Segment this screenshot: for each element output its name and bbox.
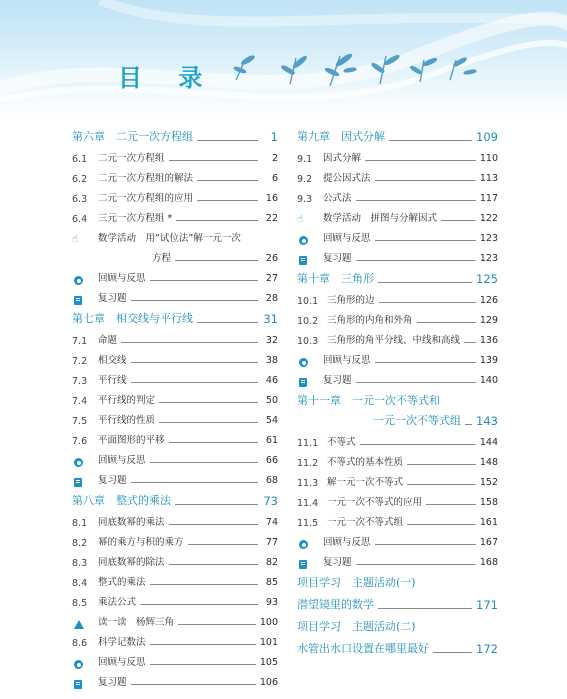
entry-title: 公式法: [323, 193, 352, 204]
toc-entry[interactable]: [72, 629, 278, 649]
leader-line: [245, 240, 258, 241]
entry-title: 数学活动 用“试位法”解一元一次: [98, 233, 241, 244]
section-number: 6.4: [72, 214, 88, 225]
entry-title: 读一读 杨辉三角: [98, 617, 175, 628]
section-number: 8.1: [72, 518, 88, 529]
page-number: 123: [479, 253, 498, 264]
entry-title: 不等式的基本性质: [327, 457, 404, 468]
entry-title: 回顾与反思: [98, 657, 146, 668]
leader-line: [356, 381, 476, 383]
page-number: 148: [479, 457, 498, 468]
page-number: 77: [265, 537, 278, 548]
section-number: 6.2: [72, 174, 88, 185]
review-icon: [74, 276, 83, 285]
toc-entry[interactable]: [72, 589, 278, 609]
section-number: 6.1: [72, 154, 88, 165]
review-icon: [74, 660, 83, 669]
toc-entry[interactable]: [72, 165, 278, 185]
leader-line: [150, 279, 258, 281]
section-number: 10.1: [297, 296, 319, 307]
page-number: 105: [259, 657, 278, 668]
toc-entry[interactable]: [297, 489, 498, 509]
toc-entry[interactable]: [72, 265, 278, 285]
toc-entry[interactable]: [297, 145, 498, 165]
leader-line: [426, 503, 476, 505]
leader-line: [169, 441, 258, 443]
page-number: 101: [259, 637, 278, 648]
leader-line: [197, 199, 258, 201]
page-number: 168: [479, 557, 498, 568]
leader-line: [417, 321, 476, 323]
page-number: 38: [265, 355, 278, 366]
toc-entry[interactable]: [72, 649, 278, 669]
leader-line: [150, 461, 258, 463]
leader-line: [150, 583, 258, 585]
leader-line: [356, 563, 476, 565]
toc-entry[interactable]: [72, 569, 278, 589]
toc-entry[interactable]: [297, 185, 498, 205]
entry-title: 提公因式法: [323, 173, 371, 184]
page-number: [482, 408, 498, 409]
page-number: 171: [476, 598, 498, 612]
page-number: 126: [479, 295, 498, 306]
page-number: 129: [479, 315, 498, 326]
toc-entry[interactable]: [297, 205, 498, 225]
leader-line: [121, 341, 258, 343]
leader-line: [176, 219, 258, 221]
section-number: 8.5: [72, 598, 88, 609]
section-number: 8.3: [72, 558, 88, 569]
page-number: 54: [265, 415, 278, 426]
leader-line: [159, 401, 258, 403]
section-number: 7.1: [72, 336, 88, 347]
leader-line: [375, 361, 476, 363]
toc-project[interactable]: [297, 569, 498, 591]
entry-title: 方程: [152, 253, 172, 264]
page-number: 136: [479, 335, 498, 346]
leader-line: [441, 219, 476, 221]
toc-entry[interactable]: [72, 225, 278, 245]
leader-line: [407, 463, 476, 465]
toc-entry[interactable]: [297, 165, 498, 185]
section-number: 8.2: [72, 538, 88, 549]
page-number: 125: [476, 272, 498, 286]
leader-line: [131, 381, 258, 383]
page-number: 109: [476, 130, 498, 144]
toc-entry[interactable]: [297, 469, 498, 489]
section-number: 8.4: [72, 578, 88, 589]
toc-entry[interactable]: [297, 245, 498, 265]
leader-line: [197, 179, 258, 181]
page-number: [482, 590, 498, 591]
section-number: 7.6: [72, 436, 88, 447]
leader-line: [389, 139, 472, 141]
leader-line: [356, 259, 476, 261]
entry-title: 科学记数法: [98, 637, 146, 648]
toc-entry[interactable]: [72, 145, 278, 165]
toc-entry[interactable]: [72, 367, 278, 387]
toc-right-column: [297, 125, 498, 657]
entry-title: 复习题: [323, 375, 352, 386]
entry-title: 回顾与反思: [98, 455, 146, 466]
section-number: 11.4: [297, 498, 319, 509]
leader-line: [379, 301, 476, 303]
page-number: 152: [479, 477, 498, 488]
section-number: 11.1: [297, 438, 319, 449]
toc-entry[interactable]: [297, 367, 498, 387]
page-number: 82: [265, 557, 278, 568]
entry-title: 二元一次方程组的解法: [98, 173, 194, 184]
leader-line: [178, 623, 256, 625]
page-number: 27: [265, 273, 278, 284]
leader-line: [159, 421, 258, 423]
leader-line: [407, 483, 476, 485]
leader-line: [131, 361, 258, 363]
entry-title: 不等式: [327, 437, 356, 448]
entry-title: 第十章 三角形: [297, 272, 374, 285]
entry-title: 水管出水口设置在哪里最好: [297, 642, 429, 655]
entry-title: 复习题: [98, 293, 127, 304]
entry-title: 因式分解: [323, 153, 362, 164]
page-number: 6: [271, 173, 278, 184]
reading-icon: [74, 620, 84, 629]
leader-line: [420, 586, 478, 587]
entry-title: 同底数幂的乘法: [98, 517, 165, 528]
entry-title: 同底数幂的除法: [98, 557, 165, 568]
page-number: 122: [479, 213, 498, 224]
leader-line: [169, 563, 258, 565]
exercise-icon: [74, 680, 82, 689]
toc-entry[interactable]: [72, 285, 278, 305]
section-number: 11.5: [297, 518, 319, 529]
leader-line: [140, 603, 258, 605]
leader-line: [444, 404, 478, 405]
exercise-icon: [74, 296, 82, 305]
leader-line: [131, 683, 256, 685]
hand-icon: ☝: [297, 214, 304, 225]
page-number: 110: [479, 153, 498, 164]
page-number: 93: [265, 597, 278, 608]
entry-title: 复习题: [323, 253, 352, 264]
entry-title: 命题: [98, 335, 118, 346]
entry-title: 平面图形的平移: [98, 435, 165, 446]
page-number: 68: [265, 475, 278, 486]
entry-title: 复习题: [98, 677, 127, 688]
entry-title: 回顾与反思: [323, 537, 371, 548]
toc-entry[interactable]: [297, 327, 498, 347]
section-number: 8.6: [72, 638, 88, 649]
page-number: 26: [265, 253, 278, 264]
leader-line: [131, 299, 258, 301]
entry-title: 复习题: [323, 557, 352, 568]
page-number: 32: [265, 335, 278, 346]
section-number: 7.4: [72, 396, 88, 407]
page-number: 144: [479, 437, 498, 448]
toc-entry[interactable]: [72, 185, 278, 205]
leader-line: [365, 159, 476, 161]
page-number: [482, 634, 498, 635]
page-number: 16: [265, 193, 278, 204]
leader-line: [407, 523, 476, 525]
entry-title: 平行线: [98, 375, 127, 386]
section-number: 9.2: [297, 174, 313, 185]
exercise-icon: [74, 478, 82, 487]
toc-chapter[interactable]: [297, 389, 498, 409]
exercise-icon: [299, 560, 307, 569]
section-number: 9.1: [297, 154, 313, 165]
toc-entry[interactable]: [72, 387, 278, 407]
entry-title: 项目学习 主题活动(一): [297, 576, 416, 589]
page-number: 106: [259, 677, 278, 688]
entry-title: 一元一次不等式的应用: [327, 497, 423, 508]
section-number: 10.3: [297, 336, 319, 347]
entry-title: 平行线的判定: [98, 395, 156, 406]
toc-entry[interactable]: [297, 287, 498, 307]
entry-title: 回顾与反思: [98, 273, 146, 284]
exercise-icon: [299, 378, 307, 387]
toc-entry[interactable]: [297, 429, 498, 449]
toc-chapter[interactable]: [72, 489, 278, 509]
entry-title: 整式的乘法: [98, 577, 146, 588]
section-number: 7.2: [72, 356, 88, 367]
page-number: 50: [265, 395, 278, 406]
toc-entry[interactable]: [297, 509, 498, 529]
toc-entry[interactable]: [297, 529, 498, 549]
section-number: 7.3: [72, 376, 88, 387]
leader-line: [375, 179, 476, 181]
section-number: 9.3: [297, 194, 313, 205]
leader-line: [175, 503, 258, 505]
review-icon: [299, 236, 308, 245]
section-number: 11.3: [297, 478, 319, 489]
toc-chapter[interactable]: [72, 125, 278, 145]
page-number: 61: [265, 435, 278, 446]
page-number: 161: [479, 517, 498, 528]
review-icon: [299, 358, 308, 367]
page-number: 66: [265, 455, 278, 466]
toc-entry[interactable]: [72, 327, 278, 347]
toc-chapter[interactable]: [297, 409, 498, 429]
entry-title: 第八章 整式的乘法: [72, 494, 171, 507]
leader-line: [197, 139, 258, 141]
toc-entry[interactable]: [72, 407, 278, 427]
toc-entry[interactable]: [72, 467, 278, 487]
entry-title: 一元一次不等式组: [373, 414, 461, 427]
page-number: 73: [263, 494, 278, 508]
toc-entry[interactable]: [72, 447, 278, 467]
exercise-icon: [299, 256, 307, 265]
page-number: 1: [270, 130, 278, 144]
entry-title: 潜望镜里的数学: [297, 598, 374, 611]
page-number: 123: [479, 233, 498, 244]
entry-title: 回顾与反思: [323, 233, 371, 244]
toc-entry[interactable]: [72, 427, 278, 447]
entry-title: 三角形的边: [327, 295, 375, 306]
page-number: [262, 244, 278, 245]
leader-line: [150, 643, 256, 645]
toc-entry[interactable]: [72, 669, 278, 689]
leader-line: [175, 259, 258, 261]
toc-entry[interactable]: [72, 609, 278, 629]
page-number: 46: [265, 375, 278, 386]
entry-title: 第九章 因式分解: [297, 130, 385, 143]
section-number: 7.5: [72, 416, 88, 427]
page-number: 140: [479, 375, 498, 386]
leader-line: [197, 321, 258, 323]
section-number: 11.2: [297, 458, 319, 469]
entry-title: 幂的乘方与积的乘方: [98, 537, 184, 548]
toc-entry[interactable]: [297, 225, 498, 245]
page-number: 22: [265, 213, 278, 224]
page-number: 31: [263, 312, 278, 326]
entry-title: 三角形的内角和外角: [327, 315, 413, 326]
decorative-swirl: [0, 0, 567, 125]
page-number: 85: [265, 577, 278, 588]
entry-title: 解一元一次不等式: [327, 477, 404, 488]
leader-line: [375, 239, 476, 241]
entry-title: 第七章 相交线与平行线: [72, 312, 193, 325]
toc-chapter[interactable]: [297, 125, 498, 145]
entry-title: 数学活动 拼图与分解因式: [323, 213, 438, 224]
page-number: 172: [476, 642, 498, 656]
toc-entry[interactable]: [297, 549, 498, 569]
toc-entry[interactable]: [297, 449, 498, 469]
page-number: 158: [479, 497, 498, 508]
leader-line: [378, 281, 472, 283]
page-number: 117: [479, 193, 498, 204]
entry-title: 复习题: [98, 475, 127, 486]
entry-title: 一元一次不等式组: [327, 517, 404, 528]
page-number: 28: [265, 293, 278, 304]
section-number: 6.3: [72, 194, 88, 205]
leader-line: [150, 663, 256, 665]
page-number: 167: [479, 537, 498, 548]
page-number: 74: [265, 517, 278, 528]
entry-title: 项目学习 主题活动(二): [297, 620, 416, 633]
toc-chapter[interactable]: [72, 307, 278, 327]
leader-line: [360, 443, 476, 445]
leader-line: [433, 651, 472, 653]
toc-entry[interactable]: [72, 549, 278, 569]
leader-line: [188, 543, 258, 545]
entry-title: 三元一次方程组 *: [98, 213, 173, 224]
toc-project[interactable]: [297, 591, 498, 613]
toc-entry[interactable]: [72, 245, 278, 265]
leader-line: [420, 630, 478, 631]
leader-line: [378, 607, 472, 609]
entry-title: 相交线: [98, 355, 127, 366]
section-number: 10.2: [297, 316, 319, 327]
toc-entry[interactable]: [72, 529, 278, 549]
entry-title: 回顾与反思: [323, 355, 371, 366]
page-title: 目 录: [118, 63, 217, 92]
entry-title: 平行线的性质: [98, 415, 156, 426]
entry-title: 乘法公式: [98, 597, 137, 608]
leader-line: [169, 159, 258, 161]
page-number: 143: [476, 414, 498, 428]
entry-title: 第十一章 一元一次不等式和: [297, 394, 440, 407]
review-icon: [74, 458, 83, 467]
leader-line: [356, 199, 476, 201]
leader-line: [375, 543, 476, 545]
leader-line: [464, 341, 476, 343]
page-number: 113: [479, 173, 498, 184]
toc-chapter[interactable]: [297, 267, 498, 287]
entry-title: 二元一次方程组: [98, 153, 165, 164]
toc-left-column: [72, 125, 278, 689]
entry-title: 第六章 二元一次方程组: [72, 130, 193, 143]
page-number: 100: [259, 617, 278, 628]
toc-entry[interactable]: [72, 347, 278, 367]
review-icon: [299, 540, 308, 549]
toc-project[interactable]: [297, 635, 498, 657]
toc-entry[interactable]: [72, 205, 278, 225]
toc-project[interactable]: [297, 613, 498, 635]
entry-title: 二元一次方程组的应用: [98, 193, 194, 204]
hand-icon: ☝: [72, 234, 79, 245]
page-number: 2: [271, 153, 278, 164]
page-number: 139: [479, 355, 498, 366]
entry-title: 三角形的角平分线、中线和高线: [327, 335, 461, 346]
toc-entry[interactable]: [72, 509, 278, 529]
toc-entry[interactable]: [297, 347, 498, 367]
leader-line: [465, 423, 472, 425]
leader-line: [131, 481, 258, 483]
leader-line: [169, 523, 258, 525]
toc-entry[interactable]: [297, 307, 498, 327]
